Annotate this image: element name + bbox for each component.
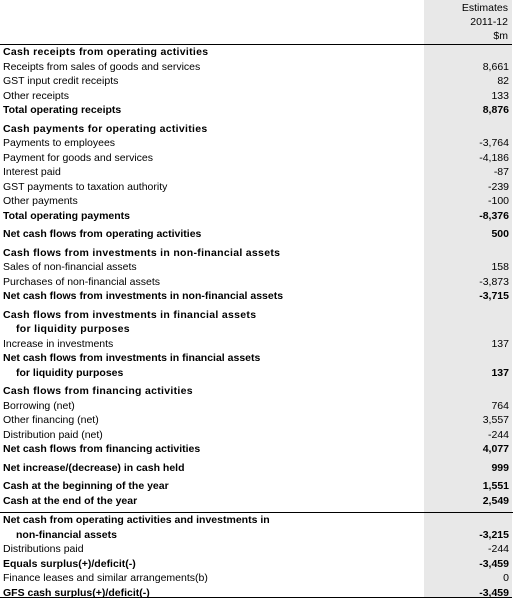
- row-value: 82: [497, 74, 509, 89]
- table-row: [0, 151, 513, 166]
- row-label: Purchases of non-financial assets: [3, 275, 160, 290]
- row-label: Other receipts: [3, 89, 69, 104]
- table-row: [0, 413, 513, 428]
- table-row: [0, 60, 513, 75]
- table-row: [0, 337, 513, 352]
- table-row: [0, 275, 513, 290]
- total-row: [0, 289, 513, 304]
- row-value: -100: [488, 194, 509, 209]
- estimates-column-header: [424, 0, 512, 44]
- header-year: 2011-12: [470, 15, 508, 29]
- table-row: [0, 136, 513, 151]
- row-label: Payments to employees: [3, 136, 115, 151]
- section-heading-row: [0, 322, 513, 337]
- row-label: Increase in investments: [3, 337, 113, 352]
- row-label: Cash flows from investments in financial assets: [3, 308, 256, 323]
- row-label: Net cash flows from financing activities: [3, 442, 200, 457]
- row-value: 8,661: [483, 60, 509, 75]
- total-row: [0, 351, 513, 366]
- row-label: Other financing (net): [3, 413, 99, 428]
- row-label: for liquidity purposes: [16, 366, 123, 381]
- total-row: [0, 442, 513, 457]
- total-row: [0, 209, 513, 224]
- row-value: -4,186: [479, 151, 509, 166]
- total-row: [0, 479, 513, 494]
- total-row: [0, 528, 513, 543]
- total-row: [0, 557, 513, 572]
- row-value: 3,557: [483, 413, 509, 428]
- row-value: 500: [491, 227, 509, 242]
- table-row: [0, 165, 513, 180]
- row-value: -3,715: [479, 289, 509, 304]
- row-label: Payment for goods and services: [3, 151, 153, 166]
- row-value: 1,551: [483, 479, 509, 494]
- row-label: Other payments: [3, 194, 78, 209]
- row-label: GST payments to taxation authority: [3, 180, 167, 195]
- row-value: 999: [491, 461, 509, 476]
- table-row: [0, 74, 513, 89]
- row-label: Net increase/(decrease) in cash held: [3, 461, 185, 476]
- row-value: -3,764: [479, 136, 509, 151]
- section-heading-row: [0, 308, 513, 323]
- total-row: [0, 103, 513, 118]
- row-label: Cash at the beginning of the year: [3, 479, 169, 494]
- row-label: Interest paid: [3, 165, 61, 180]
- section-heading-row: [0, 384, 513, 399]
- row-value: 8,876: [483, 103, 509, 118]
- row-value: -244: [488, 542, 509, 557]
- row-value: 158: [491, 260, 509, 275]
- table-row: [0, 571, 513, 586]
- row-value: 0: [503, 571, 509, 586]
- row-label: Cash flows from investments in non-financial assets: [3, 246, 280, 261]
- table-row: [0, 260, 513, 275]
- section-heading-row: [0, 45, 513, 60]
- row-value: -87: [494, 165, 509, 180]
- row-label: non-financial assets: [16, 528, 117, 543]
- table-row: [0, 542, 513, 557]
- row-value: -8,376: [479, 209, 509, 224]
- table-row: [0, 180, 513, 195]
- row-value: 4,077: [483, 442, 509, 457]
- row-value: -3,459: [479, 586, 509, 600]
- row-label: Total operating payments: [3, 209, 130, 224]
- section-heading-row: [0, 246, 513, 261]
- row-value: -3,459: [479, 557, 509, 572]
- header-estimates: Estimates: [462, 1, 508, 15]
- row-label: Net cash from operating activities and investments in: [3, 513, 270, 528]
- row-label: for liquidity purposes: [16, 322, 130, 337]
- total-row: [0, 366, 513, 381]
- row-label: Finance leases and similar arrangements(b): [3, 571, 208, 586]
- row-label: GFS cash surplus(+)/deficit(-): [3, 586, 150, 600]
- total-row: [0, 494, 513, 509]
- row-label: Net cash flows from investments in non-financial assets: [3, 289, 283, 304]
- row-label: Total operating receipts: [3, 103, 121, 118]
- row-label: Borrowing (net): [3, 399, 75, 414]
- row-label: Net cash flows from operating activities: [3, 227, 201, 242]
- row-label: Cash receipts from operating activities: [3, 45, 208, 60]
- table-row: [0, 428, 513, 443]
- bottom-rule: [0, 597, 512, 598]
- row-value: 133: [491, 89, 509, 104]
- row-value: -239: [488, 180, 509, 195]
- row-label: Equals surplus(+)/deficit(-): [3, 557, 136, 572]
- row-label: Distribution paid (net): [3, 428, 103, 443]
- row-value: 2,549: [483, 494, 509, 509]
- row-value: -3,873: [479, 275, 509, 290]
- row-label: GST input credit receipts: [3, 74, 118, 89]
- total-row: [0, 513, 513, 528]
- row-value: -3,215: [479, 528, 509, 543]
- row-value: 764: [491, 399, 509, 414]
- total-row: [0, 227, 513, 242]
- row-label: Sales of non-financial assets: [3, 260, 137, 275]
- header-unit: $m: [493, 29, 508, 43]
- row-label: Receipts from sales of goods and services: [3, 60, 200, 75]
- row-label: Distributions paid: [3, 542, 84, 557]
- row-value: -244: [488, 428, 509, 443]
- table-row: [0, 89, 513, 104]
- table-row: [0, 194, 513, 209]
- table-header: [0, 0, 513, 44]
- cash-flow-table: [0, 45, 513, 600]
- section-heading-row: [0, 122, 513, 137]
- row-value: 137: [491, 366, 509, 381]
- row-label: Cash flows from financing activities: [3, 384, 193, 399]
- table-row: [0, 399, 513, 414]
- row-label: Net cash flows from investments in financial assets: [3, 351, 260, 366]
- row-label: Cash payments for operating activities: [3, 122, 208, 137]
- total-row: [0, 461, 513, 476]
- row-value: 137: [491, 337, 509, 352]
- row-label: Cash at the end of the year: [3, 494, 137, 509]
